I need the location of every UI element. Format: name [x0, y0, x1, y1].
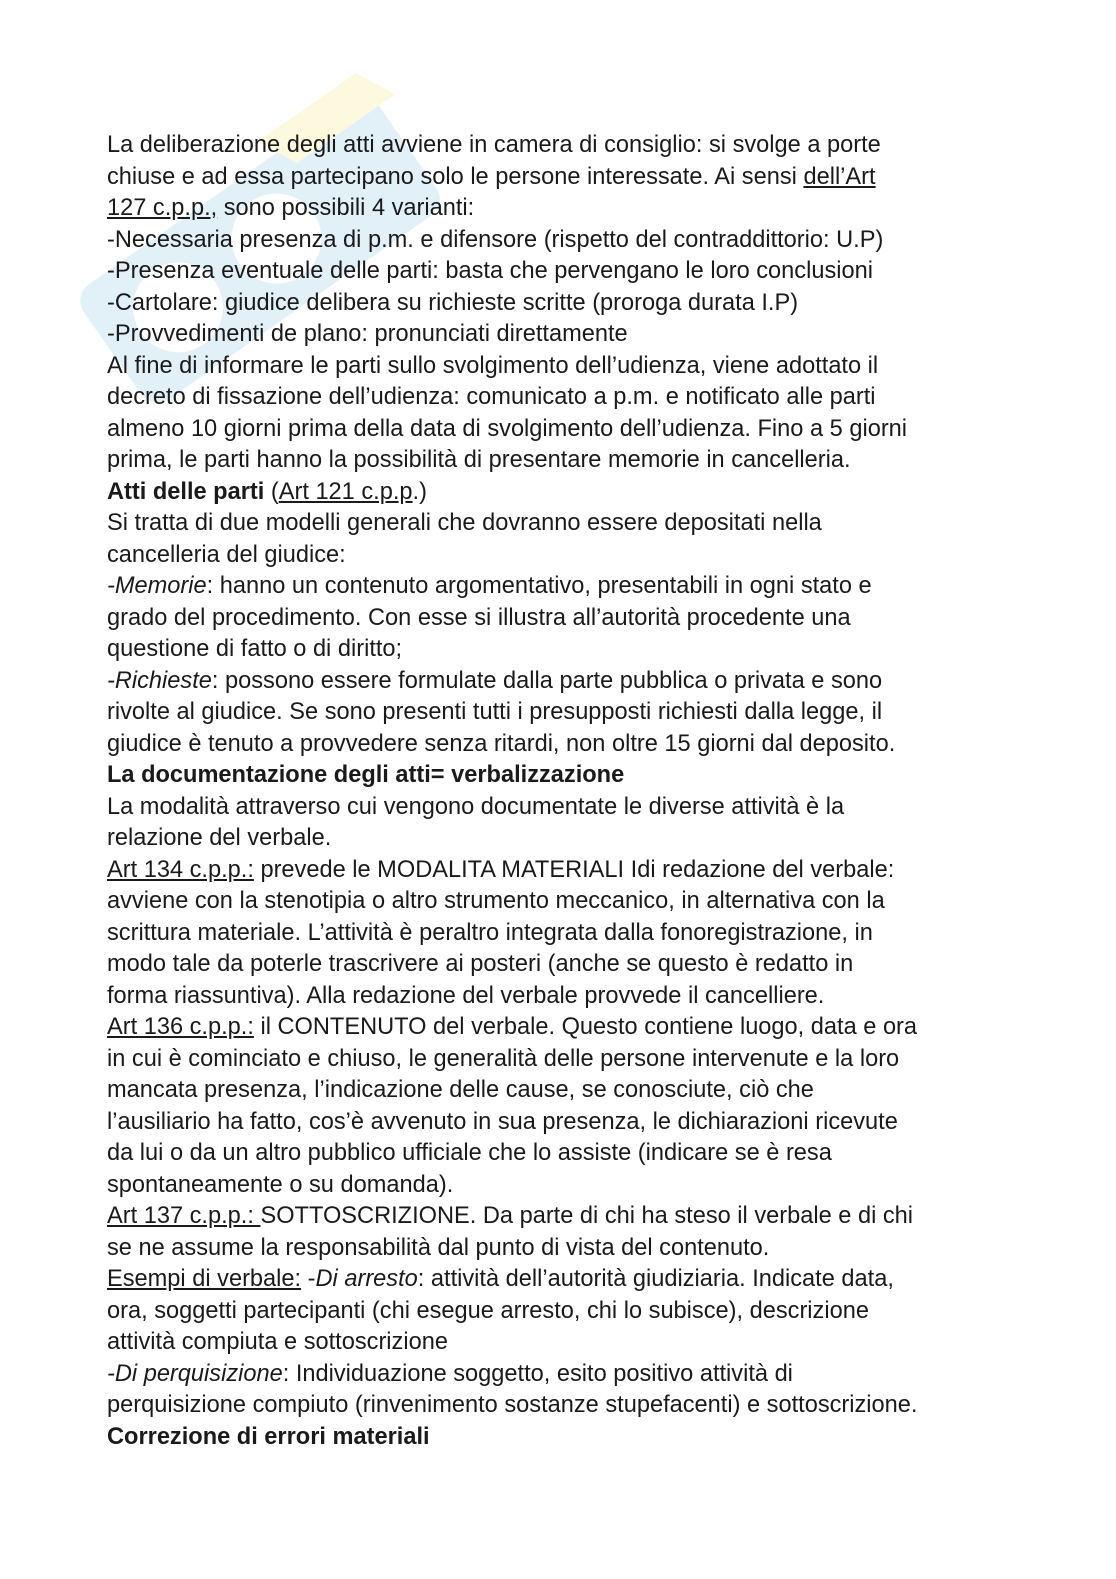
section-heading: Atti delle parti	[107, 478, 265, 505]
text-line	[107, 634, 1007, 666]
text-run: spontaneamente o su domanda).	[107, 1171, 454, 1198]
text-line	[107, 1390, 1007, 1422]
article-reference: Art 136 c.p.p.:	[107, 1014, 254, 1040]
text-line	[107, 508, 1007, 540]
emphasized-term: -Memorie	[107, 573, 207, 599]
text-line	[107, 1327, 1007, 1359]
section-heading: La documentazione degli atti= verbalizzazione	[107, 762, 625, 788]
text-run: decreto di fissazione dell’udienza: comunicato a p.m. e notificato alle parti	[107, 384, 876, 410]
text-run: questione di fatto o di diritto;	[107, 636, 403, 662]
text-run: avviene con la stenotipia o altro strumento meccanico, in alternativa con la	[107, 888, 885, 914]
text-run: : hanno un contenuto argomentativo, presentabili in ogni stato e	[206, 573, 872, 599]
text-line	[107, 823, 1007, 855]
text-line	[107, 949, 1007, 981]
text-run: La deliberazione degli atti avviene in camera di consiglio: si svolge a porte	[107, 132, 881, 158]
text-line	[107, 256, 1007, 288]
text-line	[107, 1012, 1007, 1044]
text-run: Si tratta di due modelli generali che dovranno essere depositati nella	[107, 510, 822, 536]
text-run: : attività dell’autorità giudiziaria. Indicate data,	[417, 1266, 894, 1292]
text-line	[107, 319, 1007, 351]
text-line	[107, 1075, 1007, 1107]
text-run: scrittura materiale. L’attività è peraltro integrata dalla fonoregistrazione, in	[107, 919, 873, 946]
document-body	[107, 130, 1007, 1453]
text-run: l’ausiliario ha fatto, cos’è avvenuto in sua presenza, le dichiarazioni ricevute	[107, 1108, 898, 1135]
text-line	[107, 1264, 1007, 1296]
text-line	[107, 1044, 1007, 1076]
text-line	[107, 162, 1007, 194]
text-run: prevede le MODALITA MATERIALI Idi redazione del verbale:	[253, 856, 895, 883]
text-line	[107, 981, 1007, 1013]
text-run: Al fine di informare le parti sullo svolgimento dell’udienza, viene adottato il	[107, 352, 879, 379]
article-reference: dell’Art	[803, 163, 876, 190]
article-reference: Art 121 c.p.p	[278, 478, 413, 505]
emphasized-term: -Richieste	[107, 667, 212, 694]
text-line	[107, 1359, 1007, 1391]
text-line	[107, 855, 1007, 887]
text-run: in cui è cominciato e chiuso, le generalità delle persone intervenute e la loro	[107, 1045, 900, 1072]
text-run: attività compiuta e sottoscrizione	[107, 1329, 448, 1355]
text-line	[107, 351, 1007, 383]
text-line	[107, 225, 1007, 257]
text-run: sono possibili 4 varianti:	[217, 195, 475, 221]
text-line	[107, 603, 1007, 635]
emphasized-term: -Di perquisizione	[107, 1360, 283, 1387]
text-line	[107, 666, 1007, 698]
text-line	[107, 445, 1007, 477]
text-run: La modalità attraverso cui vengono documentate le diverse attività è la	[107, 793, 845, 820]
text-line	[107, 886, 1007, 918]
text-run: .)	[412, 478, 427, 505]
text-run: relazione del verbale.	[107, 825, 332, 851]
text-line	[107, 1422, 1007, 1454]
text-run: il CONTENUTO del verbale. Questo contiene luogo, data e ora	[253, 1014, 918, 1040]
text-line	[107, 918, 1007, 950]
article-reference: 127 c.p.p.,	[107, 195, 218, 221]
article-reference: Art 137 c.p.p.:	[107, 1203, 261, 1229]
text-run: ora, soggetti partecipanti (chi esegue arresto, chi lo subisce), descrizione	[107, 1297, 869, 1324]
text-run: forma riassuntiva). Alla redazione del verbale provvede il cancelliere.	[107, 982, 825, 1009]
text-line	[107, 1233, 1007, 1265]
text-line	[107, 697, 1007, 729]
text-line	[107, 1107, 1007, 1139]
text-run: -Necessaria presenza di p.m. e difensore (rispetto del contraddittorio: U.P)	[107, 226, 884, 253]
text-run: prima, le parti hanno la possibilità di presentare memorie in cancelleria.	[107, 447, 851, 473]
text-run: -Provvedimenti de plano: pronunciati direttamente	[107, 321, 628, 347]
text-run: SOTTOSCRIZIONE. Da parte di chi ha steso il verbale e di chi	[260, 1203, 914, 1229]
text-line	[107, 729, 1007, 761]
text-line	[107, 193, 1007, 225]
text-run: -Presenza eventuale delle parti: basta che pervengano le loro conclusioni	[107, 258, 873, 284]
text-run: perquisizione compiuto (rinvenimento sostanze stupefacenti) e sottoscrizione.	[107, 1392, 918, 1418]
text-run: mancata presenza, l’indicazione delle cause, se conosciute, ciò che	[107, 1077, 814, 1103]
text-run: -	[301, 1266, 316, 1292]
text-run: : possono essere formulate dalla parte pubblica o privata e sono	[211, 667, 883, 694]
text-run: cancelleria del giudice:	[107, 541, 346, 568]
text-run: giudice è tenuto a provvedere senza ritardi, non oltre 15 giorni dal deposito.	[107, 730, 896, 757]
section-heading: Correzione di errori materiali	[107, 1423, 430, 1450]
text-line	[107, 571, 1007, 603]
emphasized-term: Di arresto	[315, 1266, 418, 1292]
text-run: : Individuazione soggetto, esito positivo attività di	[282, 1360, 793, 1387]
article-reference: Esempi di verbale:	[107, 1266, 302, 1292]
text-line	[107, 1170, 1007, 1202]
text-line	[107, 382, 1007, 414]
text-run: chiuse e ad essa partecipano solo le persone interessate. Ai sensi	[107, 163, 804, 190]
text-run: almeno 10 giorni prima della data di svolgimento dell’udienza. Fino a 5 giorni	[107, 415, 908, 442]
text-line	[107, 760, 1007, 792]
text-line	[107, 477, 1007, 509]
text-run: modo tale da poterle trascrivere ai posteri (anche se questo è redatto in	[107, 951, 854, 977]
text-run: se ne assume la responsabilità dal punto di vista del contenuto.	[107, 1234, 770, 1261]
text-line	[107, 1138, 1007, 1170]
text-run: da lui o da un altro pubblico ufficiale che lo assiste (indicare se è resa	[107, 1140, 832, 1166]
text-run: grado del procedimento. Con esse si illustra all’autorità procedente una	[107, 604, 851, 631]
text-run: (	[264, 478, 279, 505]
text-line	[107, 288, 1007, 320]
text-line	[107, 130, 1007, 162]
text-line	[107, 1201, 1007, 1233]
text-line	[107, 414, 1007, 446]
text-line	[107, 1296, 1007, 1328]
article-reference: Art 134 c.p.p.:	[107, 856, 254, 883]
text-run: rivolte al giudice. Se sono presenti tutti i presupposti richiesti dalla legge, il	[107, 699, 883, 725]
text-line	[107, 540, 1007, 572]
text-run: -Cartolare: giudice delibera su richieste scritte (proroga durata I.P)	[107, 289, 799, 316]
text-line	[107, 792, 1007, 824]
